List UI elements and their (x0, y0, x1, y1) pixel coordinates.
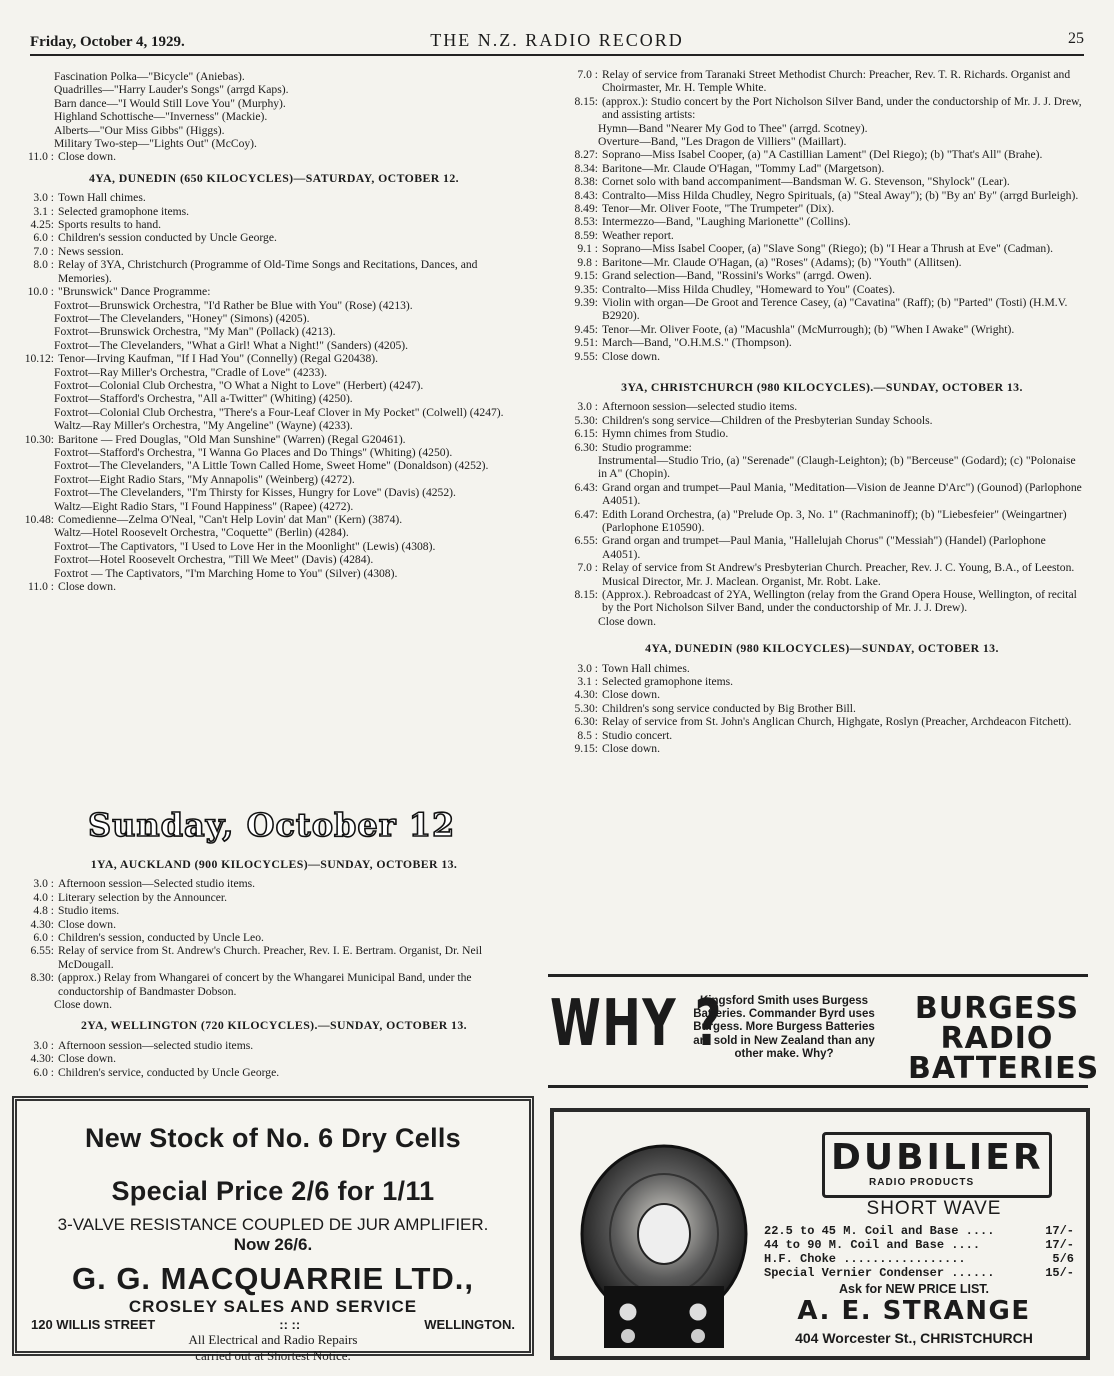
programme-entry (14, 446, 534, 459)
entry-time: 4.25: (30, 218, 54, 232)
entry-text: Intermezzo—Band, "Laughing Marionette" (Collins). (602, 215, 851, 229)
programme-entry (558, 229, 1086, 242)
address-street: 120 WILLIS STREET (31, 1317, 156, 1332)
entry-time: 4.30: (30, 1052, 54, 1066)
entry-time: 10.48: (24, 513, 54, 526)
entry-text: Foxtrot—Colonial Club Orchestra, "O What a Night to Love" (Herbert) (4247). (54, 378, 424, 392)
programme-entry (14, 339, 534, 352)
programme-entry (14, 218, 534, 231)
entry-text: Close down. (58, 580, 116, 594)
programme-entry (14, 433, 534, 446)
entry-text: Children's session, conducted by Uncle Leo. (58, 931, 264, 945)
entry-time: 8.49: (574, 202, 598, 216)
entry-time: 5.30: (574, 413, 598, 427)
programme-entry (14, 406, 534, 419)
entry-text: Afternoon session—selected studio items. (602, 400, 798, 414)
price-row: H.F. Choke ................. 5/6 (764, 1252, 1074, 1266)
programme-entry (558, 481, 1086, 508)
programme-entry (558, 427, 1086, 440)
entry-time: 6.55: (574, 534, 598, 548)
entry-text: Foxtrot—The Clevelanders, "I'm Thirsty for Kisses, Hungry for Love" (Davis) (4252). (54, 486, 456, 500)
programme-entry (14, 877, 534, 890)
entry-text: Children's session conducted by Uncle George. (58, 231, 277, 245)
entry-time: 7.0 : (577, 68, 598, 81)
entry-time: 6.47: (574, 507, 598, 521)
repairs-line-2: carried out at Shortest Notice. (195, 1348, 351, 1363)
programme-entry (558, 336, 1086, 349)
entry-time: 9.1 : (577, 242, 598, 256)
entry-text: Close down. (602, 349, 660, 363)
programme-entry (14, 97, 534, 110)
entry-time: 3.0 : (33, 877, 54, 891)
entry-time: 9.55: (574, 349, 598, 363)
entry-text: Grand organ and trumpet—Paul Mania, "Hallelujah Chorus" ("Messiah") (Handel) (Parlophone A4051). (602, 534, 1046, 561)
dubilier-advert (550, 1108, 1090, 1360)
christchurch-list (558, 400, 1086, 628)
entry-time: 7.0 : (33, 244, 54, 258)
dubilier-logo (822, 1132, 1052, 1198)
programme-entry (14, 526, 534, 539)
entry-time: 6.55: (30, 944, 54, 958)
issue-date: Friday, October 4, 1929. (30, 34, 185, 50)
entry-text: Baritone—Mr. Claude O'Hagan, "Tommy Lad" (Margetson). (602, 161, 885, 175)
programme-entry (558, 256, 1086, 269)
sunday-left-column (14, 850, 534, 1079)
entry-text: Close down. (58, 917, 116, 931)
crosley-service: CROSLEY SALES AND SERVICE (128, 1297, 418, 1316)
programme-entry (558, 283, 1086, 296)
programme-entry (558, 675, 1086, 688)
entry-text: Contralto—Miss Hilda Chudley, Negro Spirituals, (a) "Steal Away"); (b) "By an' By" (arrgd Burleigh). (602, 188, 1079, 202)
programme-entry (14, 971, 534, 998)
left-top-list (14, 70, 534, 164)
programme-entry (14, 998, 534, 1011)
entry-text: (approx.): Studio concert by the Port Nicholson Silver Band, under the conductorship of Mr. J. J. Drew, and assisting artists: (602, 94, 1082, 122)
address-row (17, 1317, 529, 1332)
programme-entry (558, 662, 1086, 675)
programme-entry (558, 95, 1086, 122)
programme-entry (14, 312, 534, 325)
repairs-line-1: All Electrical and Radio Repairs (188, 1332, 358, 1347)
programme-entry (14, 392, 534, 405)
programme-entry (558, 441, 1086, 454)
entry-text: Comedienne—Zelma O'Neal, "Can't Help Lovin' dat Man" (Kern) (3874). (58, 513, 403, 526)
entry-text: Foxtrot—Brunswick Orchestra, "My Man" (Pollack) (4213). (54, 325, 336, 339)
burgess-radio: RADIO (940, 1021, 1054, 1056)
entry-text: Foxtrot—Stafford's Orchestra, "I Wanna Go Places and Do Things" (Whiting) (4250). (54, 445, 453, 459)
amplifier-price: Now 26/6. (233, 1235, 313, 1254)
entry-text: Close down. (602, 742, 660, 756)
entry-text: Barn dance—"I Would Still Love You" (Murphy). (54, 96, 286, 110)
programme-entry (14, 191, 534, 204)
programme-entry (558, 400, 1086, 413)
entry-time: 6.0 : (33, 231, 54, 245)
programme-entry (14, 580, 534, 593)
entry-text: Edith Lorand Orchestra, (a) "Prelude Op. 3, No. 1" (Rachmaninoff); (b) "Liebesfeier" (Weingartner) (Parlophone E10590). (602, 507, 1067, 534)
entry-text: Tenor—Mr. Oliver Foote, (a) "Macushla" (McMurrough); (b) "When I Awake" (Wright). (602, 322, 1015, 336)
right-column (558, 68, 1086, 756)
entry-time: 8.30: (30, 971, 54, 985)
programme-entry (558, 148, 1086, 161)
entry-time: 8.27: (574, 148, 598, 162)
entry-text: Selected gramophone items. (58, 204, 190, 218)
entry-time: 3.0 : (33, 1038, 54, 1052)
programme-entry (14, 513, 534, 526)
section-heading-1ya: 1YA, AUCKLAND (900 KILOCYCLES)—SUNDAY, OCTOBER 13. (90, 857, 458, 871)
entry-text: Highland Schottische—"Inverness" (Mackie). (54, 110, 268, 124)
price-row: 44 to 90 M. Coil and Base .... 17/- (764, 1238, 1074, 1252)
entry-text: Relay of 3YA, Christchurch (Programme of Old-Time Songs and Recitations, Dances, and Memories). (58, 258, 478, 285)
programme-entry (558, 215, 1086, 228)
price-row: Special Vernier Condenser ...... 15/- (764, 1266, 1074, 1280)
entry-time: 9.35: (574, 282, 598, 296)
entry-time: 7.0 : (577, 561, 598, 575)
programme-entry (14, 258, 534, 285)
entry-text: Children's service, conducted by Uncle George. (58, 1065, 280, 1079)
burgess-text: Kingsford Smith uses Burgess Batteries. Commander Byrd uses Burgess. More Burgess Batteries are sold in New Zealand than any other make. Why? (693, 995, 875, 1060)
entry-text: (Approx.). Rebroadcast of 2YA, Wellington (relay from the Grand Opera House, Wellington, of recital by the Port Nicholson Silver Band, under the conductorship of Mr. J. J. Drew). (602, 588, 1077, 615)
entry-time: 8.34: (574, 161, 598, 175)
entry-time: 6.43: (574, 480, 598, 494)
entry-text: Relay of service from Taranaki Street Methodist Church: Preacher, Rev. T. R. Richards. Organist and Choirmaster, Mr. H. Temple White. (602, 68, 1071, 95)
programme-entry (558, 508, 1086, 535)
entry-text: Waltz—Ray Miller's Orchestra, "My Angeline" (Wayne) (4233). (54, 419, 353, 433)
entry-text: Town Hall chimes. (58, 191, 146, 205)
right-top-list (558, 68, 1086, 363)
entry-text: Relay of service from St Andrew's Presbyterian Church. Preacher, Rev. J. C. Young, B.A., of Leeston. Musical Director, Mr. J. Maclean. Organist, Mr. Robt. Lake. (602, 561, 1075, 588)
programme-entry (14, 540, 534, 553)
entry-text: Fascination Polka—"Bicycle" (Aniebas). (54, 70, 245, 83)
entry-text: Overture—Band, "Les Dragon de Villiers" (Maillart). (598, 135, 847, 149)
ad-headline-2: Special Price 2/6 for 1/11 (111, 1176, 435, 1206)
entry-text: Close down. (602, 688, 660, 702)
entry-time: 4.8 : (33, 904, 54, 918)
auckland-list (14, 877, 534, 1011)
programme-entry (558, 202, 1086, 215)
entry-time: 3.1 : (577, 675, 598, 689)
programme-entry (14, 231, 534, 244)
programme-entry (14, 931, 534, 944)
entry-text: Town Hall chimes. (602, 661, 690, 675)
programme-entry (14, 459, 534, 472)
address-separator: :: :: (279, 1317, 301, 1332)
entry-time: 9.39: (574, 295, 598, 309)
entry-text: Foxtrot—The Clevelanders, "What a Girl! What a Night!" (Sanders) (4205). (54, 338, 409, 352)
programme-entry (14, 379, 534, 392)
price-list (764, 1224, 1074, 1280)
programme-entry (14, 245, 534, 258)
entry-time: 9.15: (574, 742, 598, 756)
saturday-programme-list (14, 191, 534, 593)
entry-time: 8.0 : (33, 258, 54, 272)
programme-entry (14, 110, 534, 123)
entry-time: 10.12: (24, 352, 54, 366)
programme-entry (14, 352, 534, 365)
strange-name: A. E. STRANGE (797, 1296, 1031, 1326)
programme-entry (558, 269, 1086, 282)
strange-address: 404 Worcester St., CHRISTCHURCH (795, 1330, 1033, 1346)
entry-time: 5.30: (574, 701, 598, 715)
entry-time: 3.0 : (577, 400, 598, 414)
macquarrie-advert (12, 1096, 534, 1363)
section-heading-4ya-sunday: 4YA, DUNEDIN (980 KILOCYCLES)—SUNDAY, OCTOBER 13. (645, 641, 999, 656)
entry-text: Studio programme: (602, 440, 692, 454)
programme-entry (14, 486, 534, 499)
programme-entry (558, 189, 1086, 202)
entry-time: 9.15: (574, 269, 598, 283)
entry-time: 8.5 : (577, 728, 598, 742)
price-row: 22.5 to 45 M. Coil and Base .... 17/- (764, 1224, 1074, 1238)
entry-text: Foxtrot—Eight Radio Stars, "My Annapolis" (Weinberg) (4272). (54, 472, 355, 486)
programme-entry (558, 296, 1086, 323)
entry-text: Foxtrot—The Clevelanders, "A Little Town Called Home, Sweet Home" (Donaldson) (4252). (54, 459, 489, 473)
entry-text: (approx.) Relay from Whangarei of concert by the Whangarei Municipal Band, under the conductorship of Bandmaster Dobson. (58, 971, 472, 998)
programme-entry (14, 1066, 534, 1079)
programme-entry (558, 615, 1086, 628)
entry-time: 8.15: (574, 588, 598, 602)
page-header (30, 28, 1084, 56)
programme-entry (558, 68, 1086, 95)
entry-time: 6.0 : (33, 931, 54, 945)
entry-text: Close down. (58, 1052, 116, 1066)
entry-text: March—Band, "O.H.M.S." (Thompson). (602, 336, 792, 350)
entry-time: 3.0 : (33, 191, 54, 205)
entry-text: Grand organ and trumpet—Paul Mania, "Meditation—Vision de Jeanne D'Arc") (Gounod) (Parlophone A4051). (602, 480, 1082, 508)
entry-time: 4.30: (574, 688, 598, 702)
burgess-advert (548, 974, 1100, 1088)
entry-text: Literary selection by the Announcer. (58, 890, 228, 904)
entry-text: Quadrilles—"Harry Lauder's Songs" (arrgd Kaps). (54, 83, 289, 97)
programme-entry (14, 1039, 534, 1052)
entry-text: Sports results to hand. (58, 218, 162, 232)
programme-entry (558, 702, 1086, 715)
programme-entry (14, 567, 534, 580)
entry-time: 11.0 : (28, 580, 54, 594)
address-city: WELLINGTON. (424, 1317, 515, 1332)
entry-text: Close down. (58, 150, 116, 164)
programme-entry (14, 124, 534, 137)
entry-time: 9.8 : (577, 255, 598, 269)
programme-entry (14, 918, 534, 931)
programme-entry (14, 944, 534, 971)
programme-entry (558, 175, 1086, 188)
programme-entry (558, 323, 1086, 336)
programme-entry (14, 205, 534, 218)
programme-entry (558, 715, 1086, 728)
entry-text: Military Two-step—"Lights Out" (McCoy). (54, 137, 257, 151)
programme-entry (14, 299, 534, 312)
entry-time: 11.0 : (28, 150, 54, 164)
programme-entry (14, 137, 534, 150)
short-wave-heading: SHORT WAVE (866, 1198, 1002, 1219)
entry-text: Grand selection—Band, "Rossini's Works" (arrgd. Owen). (602, 269, 872, 283)
programme-entry (14, 83, 534, 96)
entry-text: Foxtrot—Colonial Club Orchestra, "There's a Four-Leaf Clover in My Pocket" (Colwell) (4247). (54, 405, 504, 419)
programme-entry (14, 150, 534, 163)
entry-time: 6.0 : (33, 1065, 54, 1079)
dunedin-list (558, 662, 1086, 756)
entry-text: Soprano—Miss Isabel Cooper, (a) "A Castillian Lament" (Del Riego); (b) "That's All" (Brahe). (602, 148, 1043, 162)
programme-entry (14, 419, 534, 432)
programme-entry (558, 729, 1086, 742)
programme-entry (14, 70, 534, 83)
entry-time: 9.45: (574, 322, 598, 336)
entry-text: Baritone—Mr. Claude O'Hagan, (a) "Roses" (Adams); (b) "Youth" (Allitsen). (602, 255, 962, 269)
entry-text: "Brunswick" Dance Programme: (58, 285, 211, 299)
programme-entry (14, 366, 534, 379)
amplifier-line: 3-VALVE RESISTANCE COUPLED DE JUR AMPLIFIER. (57, 1215, 489, 1234)
entry-text: Waltz—Hotel Roosevelt Orchestra, "Coquette" (Berlin) (4284). (54, 526, 349, 540)
burgess-brand: BURGESS (914, 991, 1080, 1026)
entry-text: Foxtrot—The Clevelanders, "Honey" (Simons) (4205). (54, 311, 310, 325)
company-name: G. G. MACQUARRIE LTD., (71, 1261, 475, 1296)
entry-time: 10.30: (24, 432, 54, 446)
entry-text: Contralto—Miss Hilda Chudley, "Homeward to You" (Coates). (602, 282, 896, 296)
entry-time: 6.30: (574, 440, 598, 454)
entry-text: Relay of service from St. John's Anglican Church, Highgate, Roslyn (Preacher, Archdeacon Fitchett). (602, 715, 1072, 729)
entry-text: Foxtrot—The Captivators, "I Used to Love Her in the Moonlight" (Lewis) (4308). (54, 539, 436, 553)
programme-entry (558, 688, 1086, 701)
entry-text: News session. (58, 244, 124, 258)
left-column (14, 70, 534, 593)
wellington-list (14, 1039, 534, 1079)
entry-time: 3.1 : (33, 204, 54, 218)
entry-text: Close down. (54, 998, 112, 1012)
entry-time: 9.51: (574, 336, 598, 350)
entry-text: Studio items. (58, 904, 120, 918)
programme-entry (558, 561, 1086, 588)
entry-time: 8.43: (574, 188, 598, 202)
entry-text: Foxtrot—Hotel Roosevelt Orchestra, "Till We Meet" (Davis) (4284). (54, 553, 374, 567)
section-heading-3ya: 3YA, CHRISTCHURCH (980 KILOCYCLES).—SUNDAY, OCTOBER 13. (621, 379, 1023, 394)
coil-illustration (566, 1136, 756, 1356)
entry-text: Soprano—Miss Isabel Cooper, (a) "Slave Song" (Riego); (b) "I Hear a Thrush at Eve" (Cadman). (602, 242, 1053, 256)
entry-text: Hymn chimes from Studio. (602, 427, 729, 441)
ask-price-list: Ask for NEW PRICE LIST. (838, 1282, 990, 1296)
programme-entry (558, 122, 1086, 135)
entry-text: Tenor—Irving Kaufman, "If I Had You" (Connelly) (Regal G20438). (58, 352, 379, 366)
entry-text: Studio concert. (602, 728, 673, 742)
programme-entry (14, 325, 534, 338)
entry-text: Relay of service from St. Andrew's Church. Preacher, Rev. I. E. Bertram. Organist, Dr. Neil McDougall. (58, 944, 483, 971)
programme-entry (558, 414, 1086, 427)
entry-time: 8.53: (574, 215, 598, 229)
programme-entry (558, 350, 1086, 363)
entry-text: Weather report. (602, 228, 674, 242)
entry-text: Foxtrot—Brunswick Orchestra, "I'd Rather be Blue with You" (Rose) (4213). (54, 298, 413, 312)
why-heading: WHY ? (550, 987, 723, 1061)
section-heading-4ya-saturday: 4YA, DUNEDIN (650 KILOCYCLES)—SATURDAY, OCTOBER 12. (88, 170, 459, 185)
programme-entry (558, 588, 1086, 615)
entry-text: Baritone — Fred Douglas, "Old Man Sunshine" (Warren) (Regal G20461). (58, 432, 406, 446)
entry-text: Cornet solo with band accompaniment—Bandsman W. G. Stevenson, "Shylock" (Lear). (602, 175, 1010, 189)
entry-text: Hymn—Band "Nearer My God to Thee" (arrgd. Scotney). (598, 121, 868, 135)
programme-entry (558, 742, 1086, 755)
programme-entry (14, 1052, 534, 1065)
burgess-batteries: BATTERIES (908, 1051, 1100, 1086)
entry-text: Afternoon session—Selected studio items. (58, 877, 256, 891)
entry-text: Foxtrot — The Captivators, "I'm Marching Home to You" (Silver) (4308). (54, 566, 398, 580)
programme-entry (14, 473, 534, 486)
entry-text: Violin with organ—De Groot and Terence Casey, (a) "Cavatina" (Raff); (b) "Parted" (Tosti) (H.M.V. B2920). (602, 295, 1068, 323)
entry-text: Close down. (598, 614, 656, 628)
entry-time: 8.15: (574, 94, 598, 108)
programme-entry (558, 454, 1086, 481)
sunday-title: Sunday, October 12 (88, 806, 456, 844)
entry-text: Foxtrot—Stafford's Orchestra, "All a-Twitter" (Whiting) (4250). (54, 392, 353, 406)
entry-text: Tenor—Mr. Oliver Foote, "The Trumpeter" (Dix). (602, 202, 835, 216)
entry-time: 10.0 : (27, 285, 54, 299)
programme-entry (14, 904, 534, 917)
entry-time: 8.38: (574, 175, 598, 189)
entry-time: 6.15: (574, 427, 598, 441)
programme-entry (558, 135, 1086, 148)
entry-time: 6.30: (574, 715, 598, 729)
page-number: 25 (1068, 30, 1084, 47)
entry-text: Children's song service conducted by Big Brother Bill. (602, 701, 856, 715)
ad-headline-1: New Stock of No. 6 Dry Cells (85, 1123, 461, 1153)
entry-text: Alberts—"Our Miss Gibbs" (Higgs). (54, 123, 225, 137)
entry-time: 4.30: (30, 917, 54, 931)
entry-text: Children's song service—Children of the Presbyterian Sunday Schools. (602, 413, 933, 427)
entry-text: Afternoon session—selected studio items. (58, 1038, 254, 1052)
programme-entry (14, 891, 534, 904)
entry-text: Waltz—Eight Radio Stars, "I Found Happiness" (Rapee) (4272). (54, 499, 354, 513)
programme-entry (14, 500, 534, 513)
section-heading-2ya: 2YA, WELLINGTON (720 KILOCYCLES).—SUNDAY, OCTOBER 13. (80, 1018, 467, 1033)
entry-time: 3.0 : (577, 661, 598, 675)
programme-entry (558, 242, 1086, 255)
dubilier-subtitle: RADIO PRODUCTS (869, 1177, 975, 1188)
entry-text: Instrumental—Studio Trio, (a) "Serenade" (Claugh-Leighton); (b) "Berceuse" (Godard); (c) "Polonaise in A" (Chopin). (598, 453, 1076, 481)
publication-title: THE N.Z. RADIO RECORD (430, 30, 684, 50)
programme-entry (14, 553, 534, 566)
programme-entry (558, 162, 1086, 175)
programme-entry (14, 285, 534, 298)
dubilier-wordmark: DUBILIER (831, 1137, 1044, 1178)
entry-text: Foxtrot—Ray Miller's Orchestra, "Cradle of Love" (4233). (54, 365, 327, 379)
entry-time: 8.59: (574, 228, 598, 242)
entry-time: 4.0 : (33, 890, 54, 904)
entry-text: Selected gramophone items. (602, 675, 734, 689)
programme-entry (558, 534, 1086, 561)
